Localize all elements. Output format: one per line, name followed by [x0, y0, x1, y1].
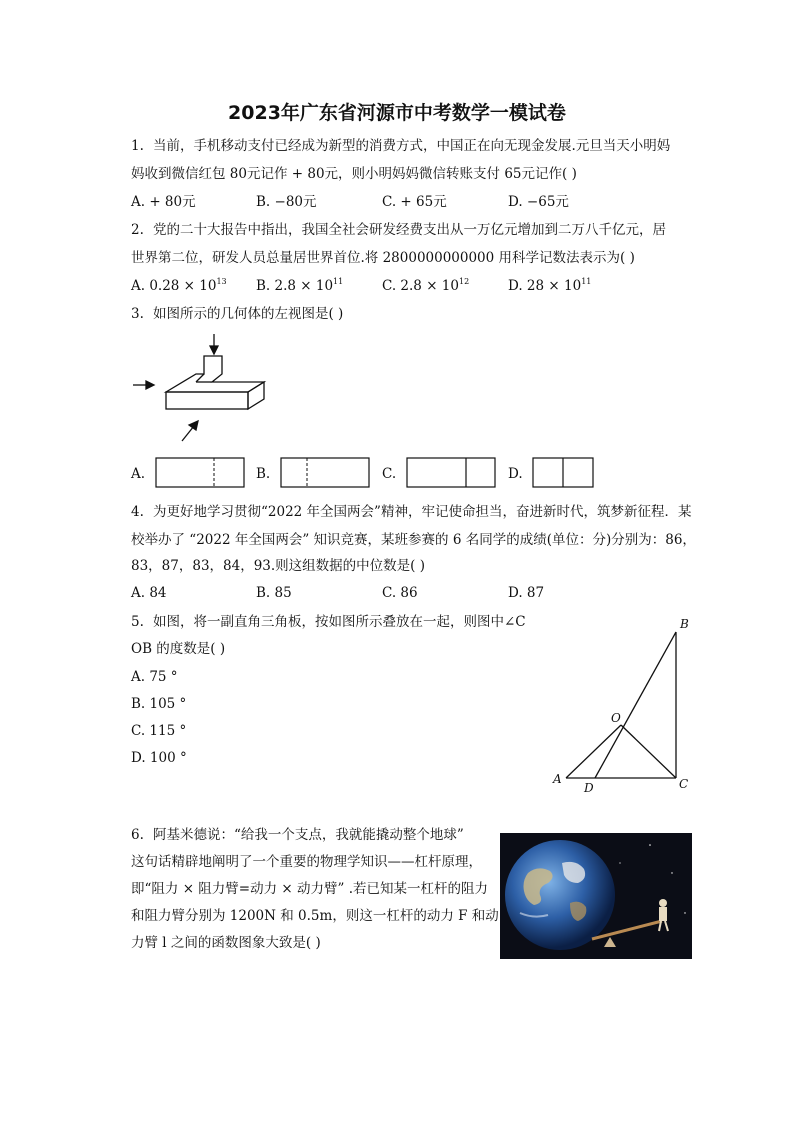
- q6-text-line1: 阿基米德说：“给我一个支点，我就能撬动整个地球”: [153, 827, 464, 843]
- q5-point-o-label: O: [611, 711, 621, 725]
- q6-text-line4: 和阻力臂分别为 1200N 和 0.5m，则这一杠杆的动力 F 和动: [131, 908, 499, 924]
- q1-option-a[interactable]: A. + 80元: [131, 194, 196, 210]
- q5-option-c[interactable]: C. 115 °: [131, 723, 187, 739]
- q2-option-c-exponent: 12: [458, 277, 470, 286]
- q1-text-line2: 妈收到微信红包 80元记作 + 80元，则小明妈妈微信转账支付 65元记作( ): [131, 166, 577, 182]
- q5-number: 5.: [131, 614, 144, 630]
- q3-option-a[interactable]: A.: [131, 466, 146, 482]
- page-title: 2023年广东省河源市中考数学一模试卷: [228, 102, 566, 124]
- q4-option-d[interactable]: D. 87: [508, 585, 545, 601]
- q5-text-line2: OB 的度数是( ): [131, 641, 226, 657]
- q4-text-line3: 83，87，83，84，93.则这组数据的中位数是( ): [131, 558, 426, 574]
- q6-text-line2: 这句话精辟地阐明了一个重要的物理学知识——杠杆原理，: [131, 854, 482, 870]
- q5-point-a-label: A: [553, 772, 562, 786]
- q5-option-d[interactable]: D. 100 °: [131, 750, 187, 766]
- q4-option-b[interactable]: B. 85: [256, 585, 292, 601]
- q2-option-b-exponent: 11: [333, 277, 344, 286]
- q3-option-d[interactable]: D.: [508, 466, 523, 482]
- q3-number: 3.: [131, 306, 144, 322]
- q6-text-line5: 力臂 l 之间的函数图象大致是( ): [131, 935, 321, 951]
- q2-option-a-exponent: 13: [216, 277, 227, 286]
- q5-point-b-label: B: [680, 617, 689, 631]
- q5-point-d-label: D: [584, 781, 594, 795]
- q2-text-line2: 世界第二位，研发人员总量居世界首位.将 2800000000000 用科学记数法表示为( ): [131, 250, 635, 266]
- q1-option-b[interactable]: B. −80元: [256, 194, 317, 210]
- q2-number: 2.: [131, 222, 144, 238]
- q3-option-b[interactable]: B.: [256, 466, 271, 482]
- q1-option-d[interactable]: D. −65元: [508, 194, 569, 210]
- q5-option-b[interactable]: B. 105 °: [131, 696, 187, 712]
- q1-number: 1.: [131, 138, 144, 154]
- q1-option-c[interactable]: C. + 65元: [382, 194, 447, 210]
- q5-point-c-label: C: [679, 777, 689, 791]
- q4-text-line1: 为更好地学习贯彻“2022 年全国两会”精神，牢记使命担当，奋进新时代，筑梦新征程．某: [153, 504, 692, 520]
- q4-text-line2: 校举办了 “2022 年全国两会” 知识竞赛，某班参赛的 6 名同学的成绩(单位：分)分别为：86，: [131, 532, 696, 548]
- q2-option-d-label: D. 28 × 10: [508, 278, 582, 294]
- q2-option-c-label: C. 2.8 × 10: [382, 278, 459, 294]
- q3-option-c[interactable]: C.: [382, 466, 397, 482]
- q5-text-line1: 如图，将一副直角三角板，按如图所示叠放在一起，则图中∠C: [153, 614, 526, 630]
- q3-text-line1: 如图所示的几何体的左视图是( ): [153, 306, 344, 322]
- q4-option-c[interactable]: C. 86: [382, 585, 418, 601]
- q2-option-b-label: B. 2.8 × 10: [256, 278, 334, 294]
- q2-option-a-label: A. 0.28 × 10: [131, 278, 217, 294]
- q4-option-a[interactable]: A. 84: [131, 585, 167, 601]
- q5-option-a[interactable]: A. 75 °: [131, 669, 178, 685]
- q6-text-line3: 即“阻力 × 阻力臂=动力 × 动力臂” .若已知某一杠杆的阻力: [131, 881, 488, 897]
- archimedes-lever-illustration: [500, 833, 692, 959]
- q2-text-line1: 党的二十大报告中指出，我国全社会研发经费支出从一万亿元增加到二万八千亿元，居: [153, 222, 666, 238]
- q4-number: 4.: [131, 504, 144, 520]
- q6-number: 6.: [131, 827, 144, 843]
- q1-text-line1: 当前，手机移动支付已经成为新型的消费方式，中国正在向无现金发展.元旦当天小明妈: [153, 138, 671, 154]
- q2-option-d-exponent: 11: [581, 277, 592, 286]
